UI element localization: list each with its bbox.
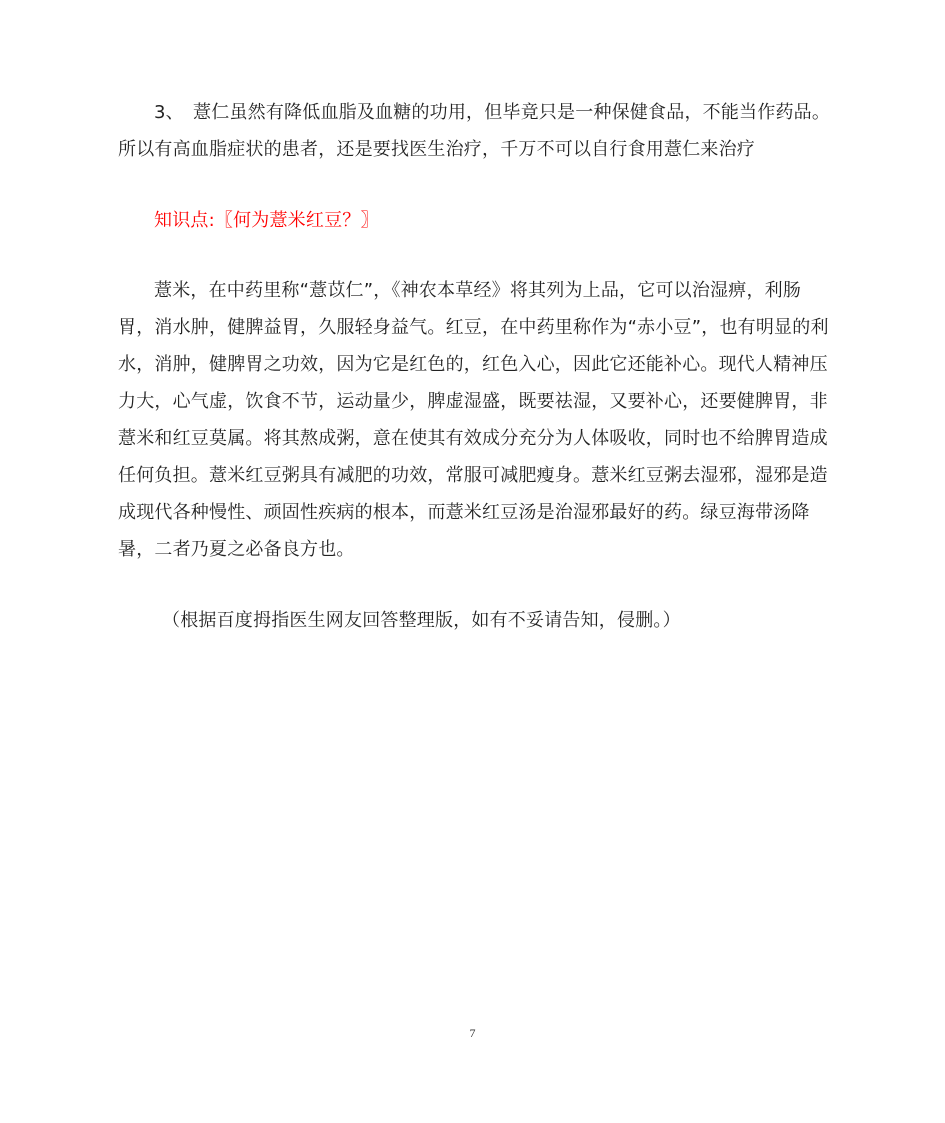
knowledge-point-heading: 知识点:〖何为薏米红豆？〗 (154, 210, 379, 231)
page-number: 7 (469, 1026, 476, 1040)
source-note: （根据百度拇指医生网友回答整理版，如有不妥请告知，侵删。） (162, 610, 681, 631)
paragraph-3: 3、 薏仁虽然有降低血脂及血糖的功用，但毕竟只是一种保健食品，不能当作药品。所以有高血脂症状的患者，还是要找医生治疗，千万不可以自行食用薏仁来治疗 (118, 102, 831, 160)
main-paragraph: 薏米，在中药里称“薏苡仁”，《神农本草经》将其列为上品，它可以治湿痹，利肠胃，消水肿，健脾益胃，久服轻身益气。红豆，在中药里称作为“赤小豆”，也有明显的利水，消肿，健脾胃之功效，因为它是红色的，红色入心，因此它还能补心。现代人精神压力大，心气虚，饮食不节，运动量少，脾虚湿盛，既要祛湿，又要补心，还要健脾胃，非薏米和红豆莫属。将其熬成粥，意在使其有效成分充分为人体吸收，同时也不给脾胃造成任何负担。薏米红豆粥具有减肥的功效，常服可减肥瘦身。薏米红豆粥去湿邪，湿邪是造成现代各种慢性、顽固性疾病的根本，而薏米红豆汤是治湿邪最好的药。绿豆海带汤降暑，二者乃夏之必备良方也。 (118, 280, 829, 560)
